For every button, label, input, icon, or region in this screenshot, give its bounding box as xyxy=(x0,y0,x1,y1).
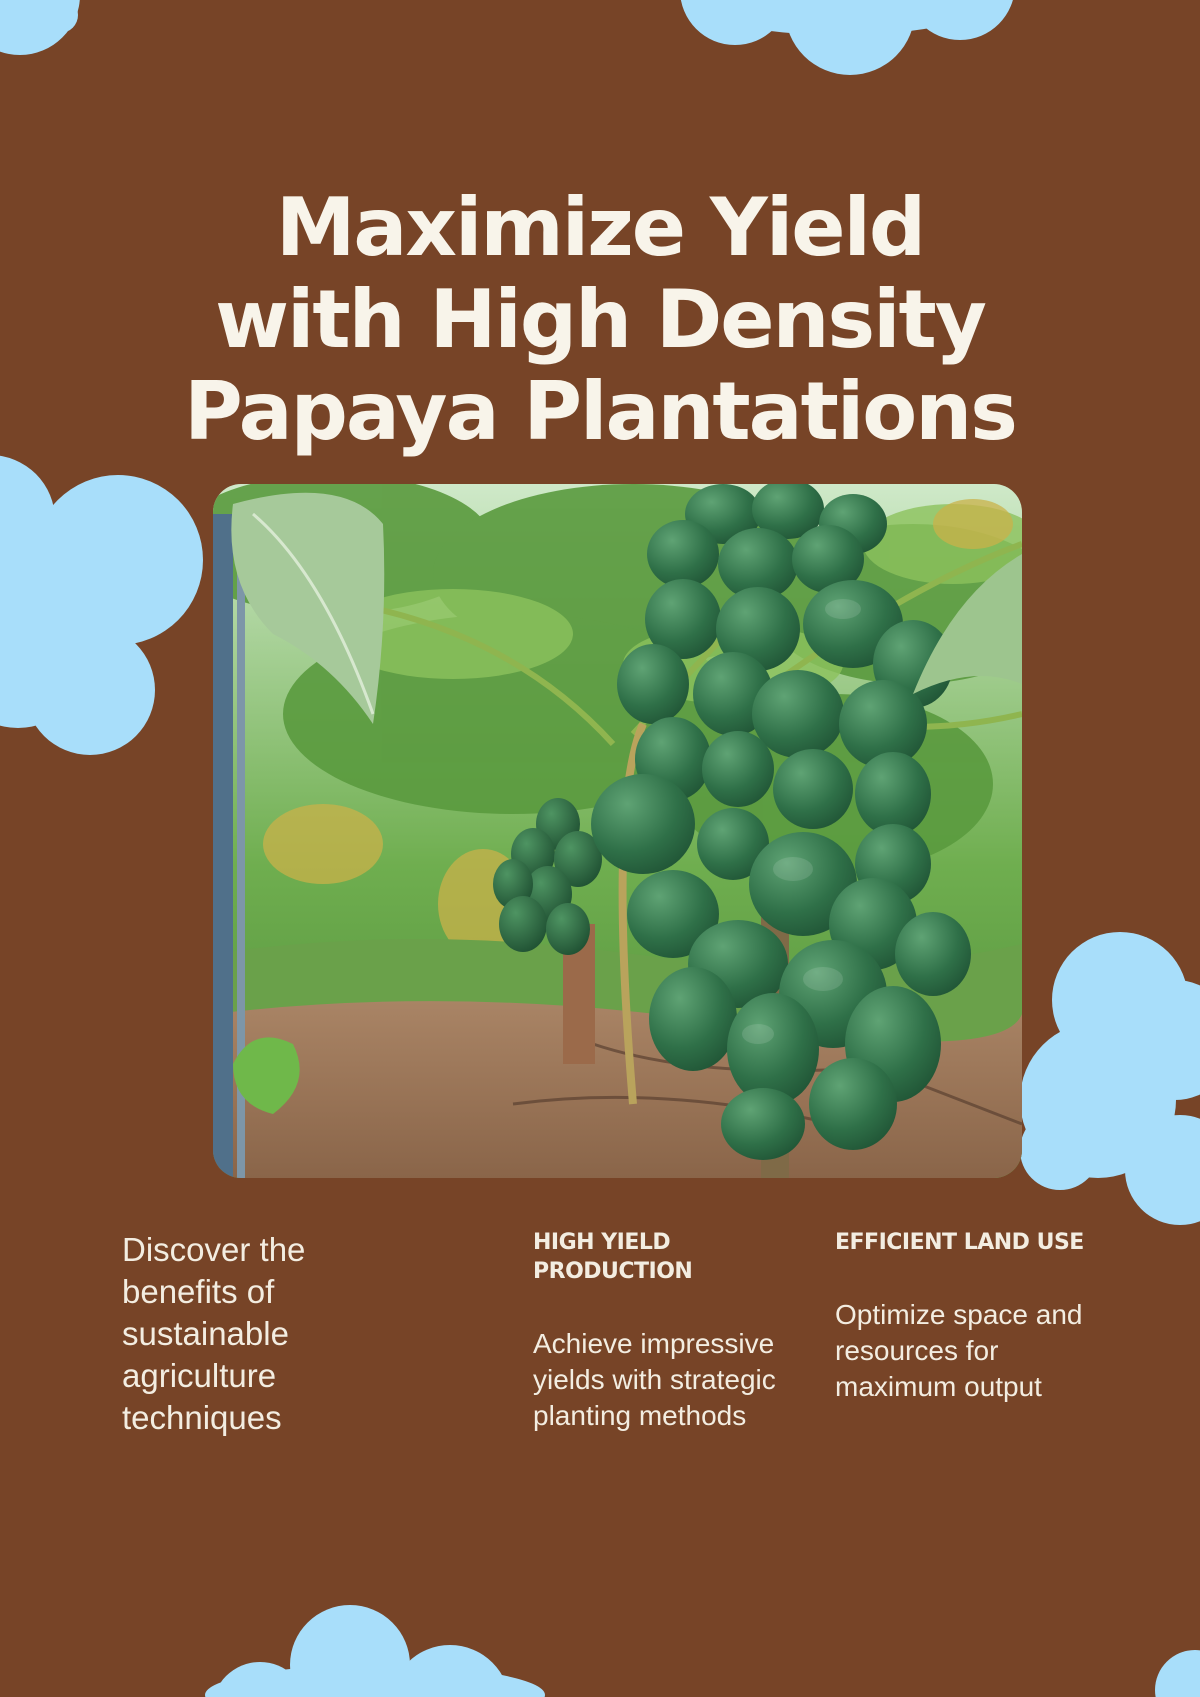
feature-body: Achieve impressive yields with strategic planting methods xyxy=(533,1328,776,1431)
intro-text: Discover the benefits of sustainable agriculture techniques xyxy=(122,1231,306,1436)
papaya-photo xyxy=(213,484,1022,1178)
poster-title xyxy=(60,182,1140,458)
cloud-blob-icon xyxy=(0,455,203,755)
cloud-blob-icon xyxy=(0,0,80,55)
feature-heading: HIGH YIELD PRODUCTION xyxy=(533,1230,693,1284)
feature-high-yield xyxy=(533,1228,803,1434)
cloud-blob-icon xyxy=(1155,1650,1200,1697)
title-line: Maximize Yield xyxy=(275,181,925,274)
cloud-blob-icon xyxy=(1020,932,1200,1225)
feature-efficient-land xyxy=(835,1228,1105,1405)
title-line: with High Density xyxy=(215,273,985,366)
feature-heading: EFFICIENT LAND USE xyxy=(835,1230,1084,1255)
cloud-blob-icon xyxy=(680,0,1015,75)
cloud-blob-icon xyxy=(205,1605,550,1697)
title-line: Papaya Plantations xyxy=(184,365,1016,458)
feature-body: Optimize space and resources for maximum output xyxy=(835,1299,1083,1402)
